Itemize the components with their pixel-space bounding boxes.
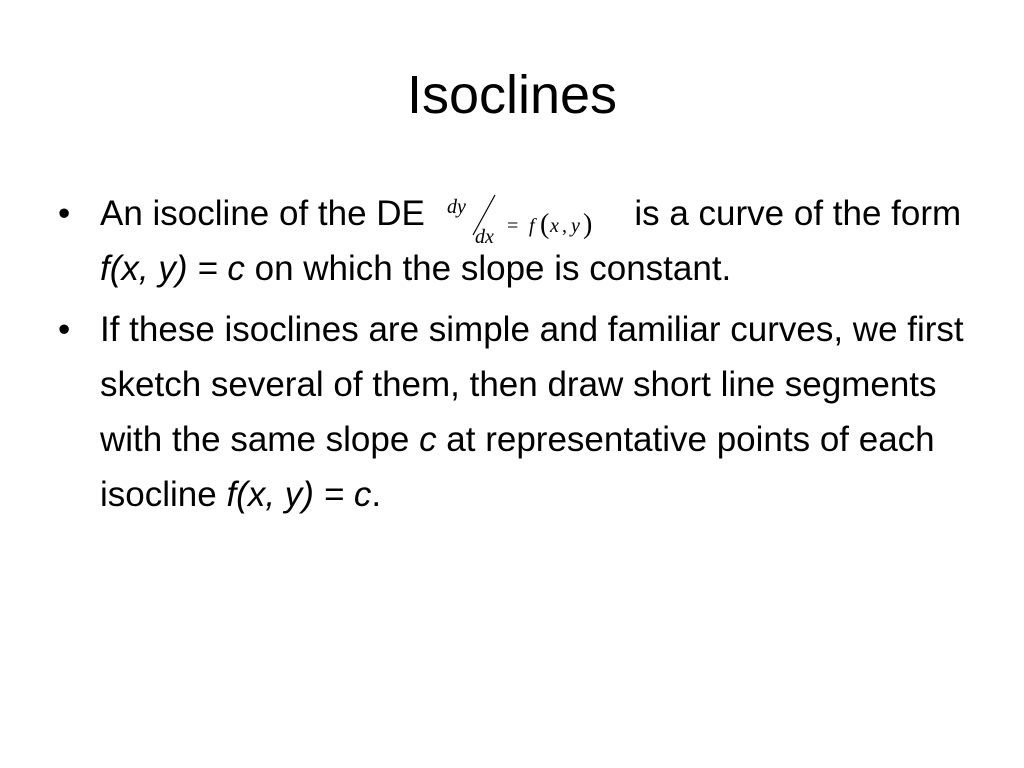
bullet-item-sketching-method xyxy=(58,302,988,522)
equation-open-paren: ( xyxy=(539,209,549,240)
bullet-text-segment: on which the slope is constant. xyxy=(244,249,732,288)
equation-y: y xyxy=(570,215,580,237)
bullet-text-segment: is a curve of the form xyxy=(624,194,962,233)
bullet-list xyxy=(58,186,988,528)
slide-title: Isoclines xyxy=(406,65,618,125)
equation-equals: = xyxy=(506,215,518,237)
bullet-text-segment: An isocline of the DE xyxy=(100,194,435,233)
bullet-text-segment: at representative points of each isocline xyxy=(100,420,935,514)
differential-equation-graphic xyxy=(441,193,621,249)
bullet-item-isocline-definition xyxy=(58,186,988,296)
slope-variable: c xyxy=(419,420,437,459)
bullet-glyph: • xyxy=(58,194,71,233)
bullet-text-segment: . xyxy=(371,475,382,514)
equation-function: f xyxy=(528,215,535,237)
bullet-glyph: • xyxy=(58,310,71,349)
equation-denominator: dx xyxy=(474,226,494,248)
isocline-formula: f(x, y) = c xyxy=(100,249,245,288)
isocline-formula: f(x, y) = c xyxy=(226,475,372,514)
equation-numerator: dy xyxy=(446,196,466,218)
bullet-text-segment: If these isoclines are simple and familiar curves, we first sketch several of them, then draw short line segments with the same slope xyxy=(100,310,964,459)
equation-comma: , xyxy=(561,215,567,237)
equation-x: x xyxy=(549,215,559,237)
differential-equation xyxy=(441,193,621,248)
equation-close-paren: ) xyxy=(582,209,592,240)
